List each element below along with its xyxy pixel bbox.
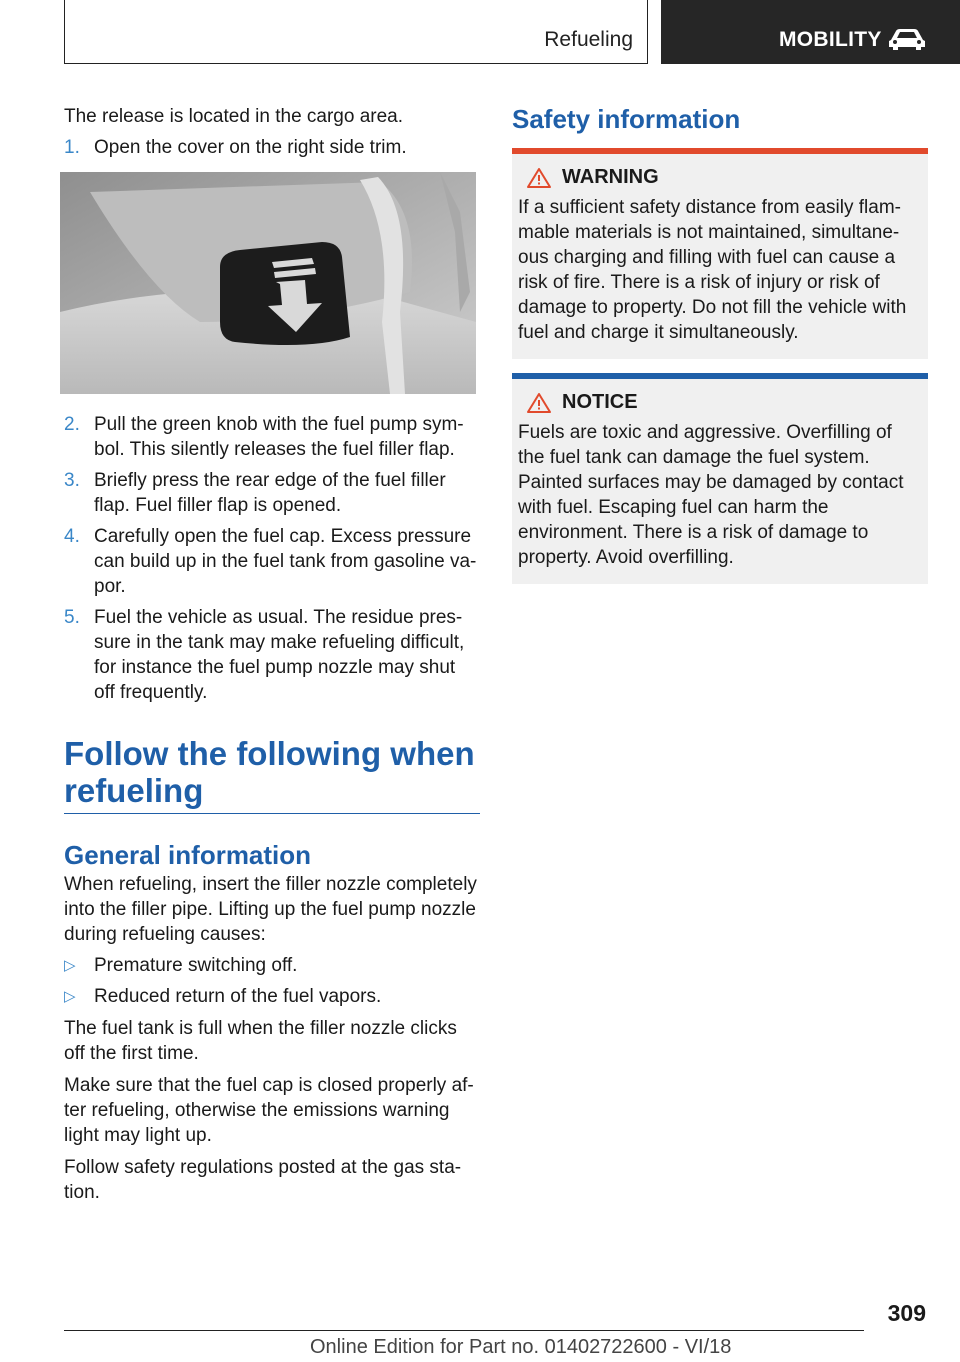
left-column bbox=[64, 100, 480, 1205]
triangle-bullet-icon: ▷ bbox=[64, 988, 76, 1005]
paragraph: The fuel tank is full when the filler nozzle clicks off the first time. bbox=[64, 1018, 457, 1064]
paragraph: Follow safety regulations posted at the gas sta‐ tion. bbox=[64, 1157, 462, 1203]
warning-box bbox=[512, 148, 928, 359]
notice-header bbox=[526, 391, 922, 414]
step-number: 3. bbox=[64, 470, 80, 491]
list-item-text: Reduced return of the fuel vapors. bbox=[94, 986, 382, 1007]
paragraph: Make sure that the fuel cap is closed properly af‐ ter refueling, otherwise the emissions warning light may light up. bbox=[64, 1075, 474, 1146]
warning-text: If a sufficient safety distance from easily flam‐ mable materials is not maintained, simultane‐ ous charging and filling with fuel can cause a risk of fire. There is a risk of injury or risk of damage to property. Do not fill the vehicle with fuel and charge it simultaneously. bbox=[518, 197, 907, 343]
step-item bbox=[64, 135, 480, 160]
right-column bbox=[512, 100, 928, 584]
car-icon bbox=[887, 26, 927, 52]
page-number: 309 bbox=[887, 1300, 926, 1326]
cargo-cover-illustration bbox=[60, 172, 476, 394]
warning-label: WARNING bbox=[562, 166, 659, 188]
notice-triangle-icon bbox=[526, 392, 552, 414]
footer-edition: Online Edition for Part no. 01402722600 - VI/18 bbox=[310, 1336, 732, 1358]
notice-text: Fuels are toxic and aggressive. Overfilling of the fuel tank can damage the fuel system. Painted surfaces may be damaged by contact with fuel. Escaping fuel can harm the environment. There is a risk of damage to property. Avoid overfilling. bbox=[518, 422, 904, 568]
section-heading: Follow the following when refueling bbox=[64, 735, 480, 814]
step-text: Carefully open the fuel cap. Excess pressure can build up in the fuel tank from gasoline va‐ por. bbox=[94, 526, 477, 597]
step-item bbox=[64, 468, 480, 518]
step-item bbox=[64, 524, 480, 599]
step-item bbox=[64, 605, 480, 705]
step-text: Fuel the vehicle as usual. The residue pres‐ sure in the tank may make refueling difficult, for instance the fuel pump nozzle may shut off frequently. bbox=[94, 607, 465, 703]
step-number: 4. bbox=[64, 526, 80, 547]
step-text: Briefly press the rear edge of the fuel filler flap. Fuel filler flap is opened. bbox=[94, 470, 446, 516]
section-title: Refueling bbox=[544, 28, 633, 51]
header-section-box bbox=[64, 0, 648, 64]
step-number: 2. bbox=[64, 414, 80, 435]
step-item bbox=[64, 412, 480, 462]
header-category-box bbox=[661, 0, 960, 64]
list-item bbox=[64, 953, 480, 978]
step-number: 5. bbox=[64, 607, 80, 628]
step-text: Open the cover on the right side trim. bbox=[94, 137, 407, 158]
category-title: MOBILITY bbox=[779, 28, 882, 51]
intro-text: The release is located in the cargo area. bbox=[64, 106, 404, 127]
list-item-text: Premature switching off. bbox=[94, 955, 298, 976]
list-item bbox=[64, 984, 480, 1009]
step-text: Pull the green knob with the fuel pump sym‐ bol. This silently releases the fuel filler flap. bbox=[94, 414, 464, 460]
subsection-heading: General information bbox=[64, 840, 312, 870]
step-number: 1. bbox=[64, 137, 80, 158]
triangle-bullet-icon: ▷ bbox=[64, 957, 76, 974]
footer-divider bbox=[64, 1330, 864, 1331]
notice-label: NOTICE bbox=[562, 391, 638, 413]
notice-box bbox=[512, 373, 928, 584]
safety-heading: Safety information bbox=[512, 104, 741, 134]
general-text: When refueling, insert the filler nozzle completely into the filler pipe. Lifting up the fuel pump nozzle during refueling causes: bbox=[64, 874, 477, 945]
warning-triangle-icon bbox=[526, 167, 552, 189]
warning-header bbox=[526, 166, 922, 189]
